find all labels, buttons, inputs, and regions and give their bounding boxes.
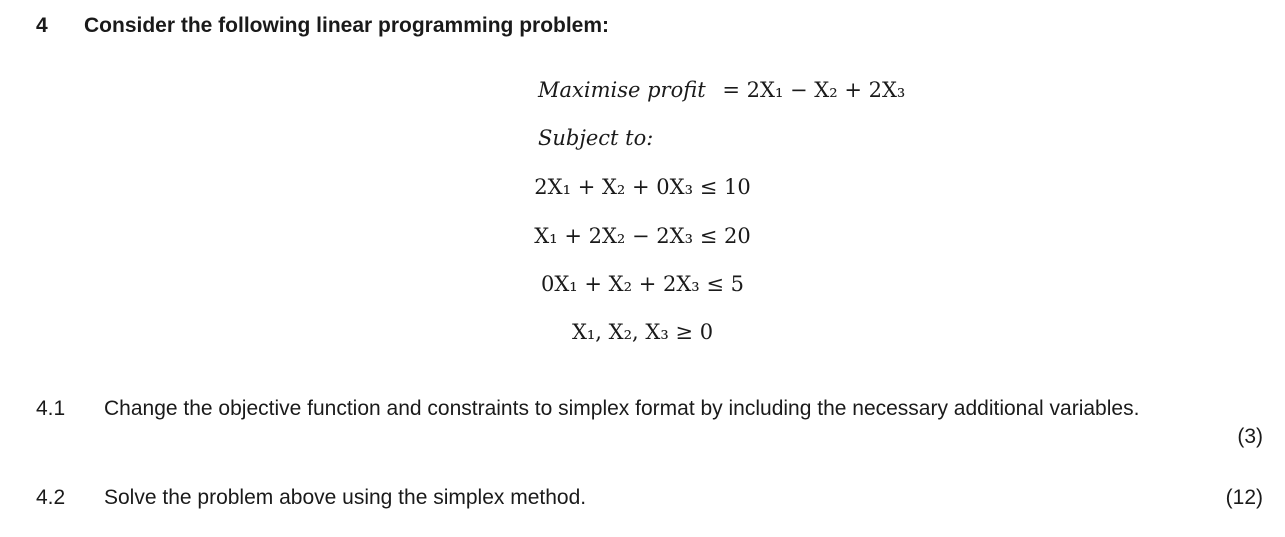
subquestion-4-1 — [0, 395, 1285, 455]
subquestion-4-2 — [0, 484, 1285, 514]
subquestion-marks: (3) — [1237, 425, 1263, 448]
question-number: 4 — [36, 14, 48, 37]
subquestion-number: 4.2 — [36, 486, 66, 509]
constraint-1: 2X₁ + X₂ + 0X₃ ≤ 10 — [534, 175, 751, 199]
objective-function — [538, 78, 905, 102]
subquestion-text: Change the objective function and constraints to simplex format by including the necessary additional variables. — [104, 397, 1140, 420]
objective-expression: = 2X₁ − X₂ + 2X₃ — [722, 78, 906, 102]
question-title: Consider the following linear programming problem: — [84, 14, 610, 37]
subquestion-number: 4.1 — [36, 397, 66, 420]
constraint-3: 0X₁ + X₂ + 2X₃ ≤ 5 — [540, 272, 745, 296]
objective-label: Maximise profit — [538, 78, 706, 102]
non-negativity-constraint: X₁, X₂, X₃ ≥ 0 — [571, 320, 714, 344]
subject-to-label: Subject to: — [538, 126, 654, 150]
subquestion-marks: (12) — [1225, 486, 1263, 509]
constraint-2: X₁ + 2X₂ − 2X₃ ≤ 20 — [534, 224, 751, 248]
subquestion-text: Solve the problem above using the simplex method. — [104, 486, 587, 509]
